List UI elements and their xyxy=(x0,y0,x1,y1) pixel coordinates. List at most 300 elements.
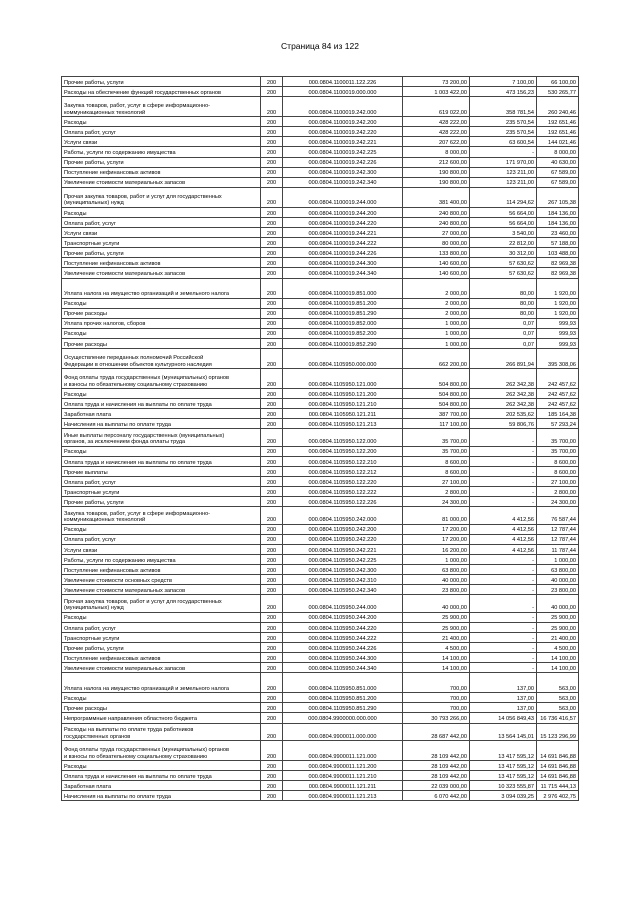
table-row xyxy=(62,653,579,663)
table-row xyxy=(62,585,579,595)
row-approved-cell: 504 800,00 xyxy=(403,399,470,409)
row-kbk-cell: 000.0804.1105950.244.226 xyxy=(283,643,403,653)
row-executed-cell: 13 564 145,01 xyxy=(470,723,537,740)
row-approved-cell: 17 200,00 xyxy=(403,524,470,534)
row-remaining-cell: 999,93 xyxy=(537,328,579,338)
row-name-cell: Уплата налога на имущество организаций и земельного налога xyxy=(62,673,261,693)
table-row xyxy=(62,318,579,328)
row-code-cell: 200 xyxy=(261,612,283,622)
row-name-cell: Расходы xyxy=(62,760,261,770)
row-kbk-cell: 000.0804.1105950.121.211 xyxy=(283,409,403,419)
table-row xyxy=(62,338,579,348)
row-name-cell: Прочие работы, услуги xyxy=(62,643,261,653)
row-approved-cell: 28 109 442,00 xyxy=(403,740,470,760)
row-code-cell: 200 xyxy=(261,507,283,524)
row-executed-cell: 56 664,00 xyxy=(470,217,537,227)
row-executed-cell: - xyxy=(470,554,537,564)
row-kbk-cell: 000.0804.1100019.242.226 xyxy=(283,157,403,167)
row-remaining-cell: 242 457,62 xyxy=(537,368,579,388)
row-kbk-cell: 000.0804.1105950.122.210 xyxy=(283,456,403,466)
row-name-cell: Прочие расходы xyxy=(62,338,261,348)
row-remaining-cell: 35 700,00 xyxy=(537,429,579,446)
row-approved-cell: 40 000,00 xyxy=(403,595,470,612)
row-remaining-cell: 27 100,00 xyxy=(537,477,579,487)
row-executed-cell: - xyxy=(470,487,537,497)
row-name-cell: Поступление нефинансовых активов xyxy=(62,653,261,663)
table-row xyxy=(62,127,579,137)
row-kbk-cell: 000.0804.1105950.121.213 xyxy=(283,419,403,429)
row-name-cell: Услуги связи xyxy=(62,228,261,238)
row-name-cell: Начисления на выплаты по оплате труда xyxy=(62,419,261,429)
row-code-cell: 200 xyxy=(261,595,283,612)
row-name-cell: Расходы xyxy=(62,207,261,217)
row-kbk-cell: 000.0804.1105950.122.212 xyxy=(283,466,403,476)
row-kbk-cell: 000.0804.1100019.244.000 xyxy=(283,187,403,207)
row-remaining-cell: 563,00 xyxy=(537,693,579,703)
row-approved-cell: 619 022,00 xyxy=(403,97,470,117)
row-remaining-cell: 184 136,00 xyxy=(537,207,579,217)
row-remaining-cell: 103 488,00 xyxy=(537,248,579,258)
row-name-cell: Прочие работы, услуги xyxy=(62,248,261,258)
row-code-cell: 200 xyxy=(261,713,283,723)
table-row xyxy=(62,612,579,622)
table-row xyxy=(62,268,579,278)
row-remaining-cell: 82 969,38 xyxy=(537,268,579,278)
table-row xyxy=(62,781,579,791)
row-code-cell: 200 xyxy=(261,771,283,781)
row-name-cell: Прочие расходы xyxy=(62,308,261,318)
row-name-cell: Уплата прочих налогов, сборов xyxy=(62,318,261,328)
row-executed-cell: 0,07 xyxy=(470,318,537,328)
row-kbk-cell: 000.0804.1100019.851.200 xyxy=(283,298,403,308)
table-row xyxy=(62,97,579,117)
row-remaining-cell: 2 976 402,75 xyxy=(537,791,579,801)
row-executed-cell: - xyxy=(470,663,537,673)
row-executed-cell: 235 570,54 xyxy=(470,117,537,127)
row-kbk-cell: 000.0804.1100019.242.340 xyxy=(283,177,403,187)
table-row xyxy=(62,77,579,87)
row-executed-cell: - xyxy=(470,446,537,456)
row-name-cell: Поступление нефинансовых активов xyxy=(62,565,261,575)
table-row xyxy=(62,713,579,723)
row-name-cell: Поступление нефинансовых активов xyxy=(62,258,261,268)
row-code-cell: 200 xyxy=(261,643,283,653)
row-remaining-cell: 82 969,38 xyxy=(537,258,579,268)
row-name-cell: Расходы xyxy=(62,328,261,338)
row-approved-cell: 140 600,00 xyxy=(403,268,470,278)
row-executed-cell: - xyxy=(470,612,537,622)
row-code-cell: 200 xyxy=(261,409,283,419)
row-code-cell: 200 xyxy=(261,368,283,388)
row-name-cell: Иные выплаты персоналу государственных (муниципальных) органов, за исключением фонда оплаты труда xyxy=(62,429,261,446)
row-name-cell: Непрограммные направления областного бюджета xyxy=(62,713,261,723)
row-name-cell: Закупка товаров, работ, услуг в сфере информационно- коммуникационных технологий xyxy=(62,97,261,117)
row-approved-cell: 25 900,00 xyxy=(403,622,470,632)
row-code-cell: 200 xyxy=(261,740,283,760)
row-name-cell: Увеличение стоимости материальных запасов xyxy=(62,177,261,187)
row-executed-cell: 14 056 849,43 xyxy=(470,713,537,723)
row-executed-cell: 0,07 xyxy=(470,338,537,348)
row-name-cell: Закупка товаров, работ, услуг в сфере информационно- коммуникационных технологий xyxy=(62,507,261,524)
row-remaining-cell: 563,00 xyxy=(537,703,579,713)
row-approved-cell: 8 000,00 xyxy=(403,147,470,157)
row-approved-cell: 28 687 442,00 xyxy=(403,723,470,740)
row-executed-cell: 7 100,00 xyxy=(470,77,537,87)
row-executed-cell: - xyxy=(470,147,537,157)
table-row xyxy=(62,157,579,167)
row-kbk-cell: 000.0804.1105950.851.000 xyxy=(283,673,403,693)
row-approved-cell: 700,00 xyxy=(403,673,470,693)
row-kbk-cell: 000.0804.1100019.244.200 xyxy=(283,207,403,217)
table-row xyxy=(62,703,579,713)
row-executed-cell: 235 570,54 xyxy=(470,127,537,137)
row-code-cell: 200 xyxy=(261,653,283,663)
row-executed-cell: 80,00 xyxy=(470,308,537,318)
row-remaining-cell: 67 589,00 xyxy=(537,167,579,177)
row-remaining-cell: 184 136,00 xyxy=(537,217,579,227)
row-approved-cell: 1 000,00 xyxy=(403,338,470,348)
table-row xyxy=(62,117,579,127)
table-row xyxy=(62,147,579,157)
table-row xyxy=(62,693,579,703)
row-remaining-cell: 8 600,00 xyxy=(537,466,579,476)
row-name-cell: Увеличение стоимости материальных запасов xyxy=(62,585,261,595)
row-executed-cell: 80,00 xyxy=(470,278,537,298)
row-approved-cell: 24 300,00 xyxy=(403,497,470,507)
table-row xyxy=(62,187,579,207)
row-executed-cell: 63 600,54 xyxy=(470,137,537,147)
table-row xyxy=(62,388,579,398)
row-remaining-cell: 16 736 416,57 xyxy=(537,713,579,723)
row-code-cell: 200 xyxy=(261,238,283,248)
row-name-cell: Услуги связи xyxy=(62,137,261,147)
row-code-cell: 200 xyxy=(261,554,283,564)
row-kbk-cell: 000.0804.1105950.000.000 xyxy=(283,348,403,368)
table-row xyxy=(62,87,579,97)
row-code-cell: 200 xyxy=(261,585,283,595)
row-remaining-cell: 14 100,00 xyxy=(537,653,579,663)
row-kbk-cell: 000.0804.9900011.121.213 xyxy=(283,791,403,801)
row-executed-cell: 137,00 xyxy=(470,673,537,693)
row-code-cell: 200 xyxy=(261,187,283,207)
row-kbk-cell: 000.0804.1105950.242.000 xyxy=(283,507,403,524)
row-code-cell: 200 xyxy=(261,328,283,338)
row-executed-cell: 3 540,00 xyxy=(470,228,537,238)
row-approved-cell: 14 100,00 xyxy=(403,653,470,663)
row-executed-cell: - xyxy=(470,643,537,653)
row-approved-cell: 23 800,00 xyxy=(403,585,470,595)
row-code-cell: 200 xyxy=(261,429,283,446)
row-kbk-cell: 000.0804.1100019.242.220 xyxy=(283,127,403,137)
table-row xyxy=(62,497,579,507)
table-row xyxy=(62,487,579,497)
row-executed-cell: 13 417 595,12 xyxy=(470,740,537,760)
row-remaining-cell: 35 700,00 xyxy=(537,446,579,456)
row-executed-cell: 4 412,56 xyxy=(470,534,537,544)
row-code-cell: 200 xyxy=(261,97,283,117)
table-body xyxy=(62,77,579,801)
row-code-cell: 200 xyxy=(261,544,283,554)
row-executed-cell: 22 812,00 xyxy=(470,238,537,248)
row-executed-cell: - xyxy=(470,456,537,466)
row-approved-cell: 428 222,00 xyxy=(403,117,470,127)
row-name-cell: Оплата работ, услуг xyxy=(62,622,261,632)
row-remaining-cell: 999,93 xyxy=(537,318,579,328)
row-approved-cell: 25 900,00 xyxy=(403,612,470,622)
row-kbk-cell: 000.0804.1100019.242.300 xyxy=(283,167,403,177)
table-row xyxy=(62,308,579,318)
row-remaining-cell: 395 308,06 xyxy=(537,348,579,368)
row-code-cell: 200 xyxy=(261,703,283,713)
row-kbk-cell: 000.0804.1105950.122.000 xyxy=(283,429,403,446)
table-row xyxy=(62,760,579,770)
row-executed-cell: - xyxy=(470,565,537,575)
row-name-cell: Оплата работ, услуг xyxy=(62,127,261,137)
row-code-cell: 200 xyxy=(261,147,283,157)
row-code-cell: 200 xyxy=(261,228,283,238)
table-row xyxy=(62,328,579,338)
row-remaining-cell: 1 920,00 xyxy=(537,298,579,308)
row-code-cell: 200 xyxy=(261,791,283,801)
row-approved-cell: 28 109 442,00 xyxy=(403,760,470,770)
row-approved-cell: 1 003 422,00 xyxy=(403,87,470,97)
row-approved-cell: 1 000,00 xyxy=(403,318,470,328)
table-row xyxy=(62,248,579,258)
row-kbk-cell: 000.0804.1100019.242.221 xyxy=(283,137,403,147)
table-row xyxy=(62,446,579,456)
row-executed-cell: 57 630,62 xyxy=(470,258,537,268)
row-approved-cell: 428 222,00 xyxy=(403,127,470,137)
row-name-cell: Фонд оплаты труда государственных (муниципальных) органов и взносы по обязательному социальному страхованию xyxy=(62,368,261,388)
row-kbk-cell: 000.0804.1100019.242.225 xyxy=(283,147,403,157)
row-code-cell: 200 xyxy=(261,207,283,217)
row-executed-cell: 262 342,38 xyxy=(470,399,537,409)
row-name-cell: Транспортные услуги xyxy=(62,632,261,642)
row-executed-cell: - xyxy=(470,622,537,632)
row-remaining-cell: 25 900,00 xyxy=(537,622,579,632)
row-name-cell: Поступление нефинансовых активов xyxy=(62,167,261,177)
row-approved-cell: 504 800,00 xyxy=(403,368,470,388)
table-row xyxy=(62,477,579,487)
row-executed-cell: 3 094 039,25 xyxy=(470,791,537,801)
row-remaining-cell: 260 240,46 xyxy=(537,97,579,117)
row-kbk-cell: 000.0804.1105950.242.220 xyxy=(283,534,403,544)
row-name-cell: Расходы xyxy=(62,524,261,534)
row-name-cell: Оплата труда и начисления на выплаты по оплате труда xyxy=(62,771,261,781)
row-approved-cell: 17 200,00 xyxy=(403,534,470,544)
row-code-cell: 200 xyxy=(261,487,283,497)
row-kbk-cell: 000.0804.1105950.121.210 xyxy=(283,399,403,409)
row-code-cell: 200 xyxy=(261,632,283,642)
row-code-cell: 200 xyxy=(261,723,283,740)
row-code-cell: 200 xyxy=(261,117,283,127)
table-row xyxy=(62,791,579,801)
row-approved-cell: 117 100,00 xyxy=(403,419,470,429)
row-kbk-cell: 000.0804.1105950.851.200 xyxy=(283,693,403,703)
row-code-cell: 200 xyxy=(261,127,283,137)
row-kbk-cell: 000.0804.1100019.851.000 xyxy=(283,278,403,298)
row-remaining-cell: 4 500,00 xyxy=(537,643,579,653)
table-row xyxy=(62,554,579,564)
row-executed-cell: - xyxy=(470,585,537,595)
row-code-cell: 200 xyxy=(261,466,283,476)
row-kbk-cell: 000.0804.1105950.244.340 xyxy=(283,663,403,673)
row-remaining-cell: 2 800,00 xyxy=(537,487,579,497)
table-row xyxy=(62,177,579,187)
row-remaining-cell: 25 900,00 xyxy=(537,612,579,622)
table-row xyxy=(62,565,579,575)
row-approved-cell: 700,00 xyxy=(403,693,470,703)
row-approved-cell: 700,00 xyxy=(403,703,470,713)
row-approved-cell: 63 800,00 xyxy=(403,565,470,575)
row-remaining-cell: 57 293,24 xyxy=(537,419,579,429)
row-remaining-cell: 11 787,44 xyxy=(537,544,579,554)
row-kbk-cell: 000.0804.1105950.121.200 xyxy=(283,388,403,398)
row-executed-cell: 57 630,62 xyxy=(470,268,537,278)
budget-table xyxy=(61,76,579,801)
row-kbk-cell: 000.0804.1105950.121.000 xyxy=(283,368,403,388)
row-code-cell: 200 xyxy=(261,217,283,227)
row-approved-cell: 35 700,00 xyxy=(403,446,470,456)
row-name-cell: Оплата труда и начисления на выплаты по оплате труда xyxy=(62,399,261,409)
table-row xyxy=(62,524,579,534)
row-kbk-cell: 000.0804.9900011.121.200 xyxy=(283,760,403,770)
row-executed-cell: 358 781,54 xyxy=(470,97,537,117)
table-row xyxy=(62,771,579,781)
row-remaining-cell: 40 000,00 xyxy=(537,595,579,612)
row-approved-cell: 381 400,00 xyxy=(403,187,470,207)
row-approved-cell: 16 200,00 xyxy=(403,544,470,554)
row-kbk-cell: 000.0804.1105950.242.310 xyxy=(283,575,403,585)
row-remaining-cell: 40 000,00 xyxy=(537,575,579,585)
row-remaining-cell: 15 123 296,99 xyxy=(537,723,579,740)
row-code-cell: 200 xyxy=(261,77,283,87)
row-code-cell: 200 xyxy=(261,308,283,318)
table-row xyxy=(62,278,579,298)
row-remaining-cell: 63 800,00 xyxy=(537,565,579,575)
row-executed-cell: 13 417 595,12 xyxy=(470,771,537,781)
row-approved-cell: 133 800,00 xyxy=(403,248,470,258)
row-name-cell: Фонд оплаты труда государственных (муниципальных) органов и взносы по обязательному социальному страхованию xyxy=(62,740,261,760)
row-kbk-cell: 000.0804.1105950.244.000 xyxy=(283,595,403,612)
row-name-cell: Прочие выплаты xyxy=(62,466,261,476)
row-approved-cell: 22 039 000,00 xyxy=(403,781,470,791)
row-kbk-cell: 000.0804.1105950.244.222 xyxy=(283,632,403,642)
table-row xyxy=(62,228,579,238)
row-kbk-cell: 000.0804.1100019.242.000 xyxy=(283,97,403,117)
row-approved-cell: 240 800,00 xyxy=(403,217,470,227)
row-kbk-cell: 000.0804.1105950.122.220 xyxy=(283,477,403,487)
row-executed-cell: 266 891,94 xyxy=(470,348,537,368)
row-executed-cell: 4 412,56 xyxy=(470,544,537,554)
row-executed-cell: - xyxy=(470,466,537,476)
row-approved-cell: 27 000,00 xyxy=(403,228,470,238)
row-kbk-cell: 000.0804.9900011.000.000 xyxy=(283,723,403,740)
row-name-cell: Прочие работы, услуги xyxy=(62,157,261,167)
table-row xyxy=(62,595,579,612)
row-code-cell: 200 xyxy=(261,298,283,308)
page-header: Страница 84 из 122 xyxy=(281,41,359,51)
row-code-cell: 200 xyxy=(261,157,283,167)
row-code-cell: 200 xyxy=(261,534,283,544)
row-approved-cell: 2 000,00 xyxy=(403,308,470,318)
row-name-cell: Услуги связи xyxy=(62,544,261,554)
row-name-cell: Заработная плата xyxy=(62,409,261,419)
row-code-cell: 200 xyxy=(261,248,283,258)
row-executed-cell: 13 417 595,12 xyxy=(470,760,537,770)
row-name-cell: Расходы на выплаты по оплате труда работников государственных органов xyxy=(62,723,261,740)
row-code-cell: 200 xyxy=(261,167,283,177)
row-executed-cell: 171 970,00 xyxy=(470,157,537,167)
row-remaining-cell: 76 587,44 xyxy=(537,507,579,524)
row-remaining-cell: 21 400,00 xyxy=(537,632,579,642)
row-kbk-cell: 000.0804.1105950.122.222 xyxy=(283,487,403,497)
row-code-cell: 200 xyxy=(261,399,283,409)
row-executed-cell: 473 156,23 xyxy=(470,87,537,97)
row-executed-cell: 30 312,00 xyxy=(470,248,537,258)
table-row xyxy=(62,544,579,554)
row-approved-cell: 8 600,00 xyxy=(403,466,470,476)
row-approved-cell: 662 200,00 xyxy=(403,348,470,368)
row-executed-cell: 262 342,38 xyxy=(470,388,537,398)
row-code-cell: 200 xyxy=(261,477,283,487)
row-kbk-cell: 000.0804.1105950.244.300 xyxy=(283,653,403,663)
row-approved-cell: 21 400,00 xyxy=(403,632,470,642)
row-code-cell: 200 xyxy=(261,87,283,97)
row-remaining-cell: 192 651,46 xyxy=(537,127,579,137)
table-row xyxy=(62,622,579,632)
row-executed-cell: 80,00 xyxy=(470,298,537,308)
row-name-cell: Оплата работ, услуг xyxy=(62,217,261,227)
table-row xyxy=(62,368,579,388)
row-name-cell: Расходы xyxy=(62,612,261,622)
table-row xyxy=(62,663,579,673)
table-row xyxy=(62,673,579,693)
row-kbk-cell: 000.0804.1100019.852.000 xyxy=(283,318,403,328)
row-name-cell: Увеличение стоимости основных средств xyxy=(62,575,261,585)
row-remaining-cell: 57 188,00 xyxy=(537,238,579,248)
row-approved-cell: 14 100,00 xyxy=(403,663,470,673)
row-name-cell: Увеличение стоимости материальных запасов xyxy=(62,268,261,278)
row-name-cell: Заработная плата xyxy=(62,781,261,791)
row-kbk-cell: 000.0804.1105950.242.300 xyxy=(283,565,403,575)
row-code-cell: 200 xyxy=(261,524,283,534)
row-kbk-cell: 000.0804.1105950.122.226 xyxy=(283,497,403,507)
row-kbk-cell: 000.0804.9900011.121.000 xyxy=(283,740,403,760)
table-row xyxy=(62,238,579,248)
table-row xyxy=(62,298,579,308)
table-row xyxy=(62,399,579,409)
row-code-cell: 200 xyxy=(261,278,283,298)
row-kbk-cell: 000.0804.1100019.244.340 xyxy=(283,268,403,278)
table-row xyxy=(62,534,579,544)
row-remaining-cell: 12 787,44 xyxy=(537,534,579,544)
row-approved-cell: 80 000,00 xyxy=(403,238,470,248)
table-row xyxy=(62,507,579,524)
row-approved-cell: 504 800,00 xyxy=(403,388,470,398)
row-name-cell: Работы, услуги по содержанию имущества xyxy=(62,147,261,157)
row-kbk-cell: 000.0804.1100019.244.226 xyxy=(283,248,403,258)
row-remaining-cell: 267 105,38 xyxy=(537,187,579,207)
row-approved-cell: 240 800,00 xyxy=(403,207,470,217)
row-approved-cell: 140 600,00 xyxy=(403,258,470,268)
row-approved-cell: 6 070 442,00 xyxy=(403,791,470,801)
row-remaining-cell: 242 457,62 xyxy=(537,399,579,409)
row-name-cell: Расходы xyxy=(62,298,261,308)
row-executed-cell: - xyxy=(470,632,537,642)
row-name-cell: Прочая закупка товаров, работ и услуг для государственных (муниципальных) нужд xyxy=(62,187,261,207)
row-executed-cell: 10 323 555,87 xyxy=(470,781,537,791)
